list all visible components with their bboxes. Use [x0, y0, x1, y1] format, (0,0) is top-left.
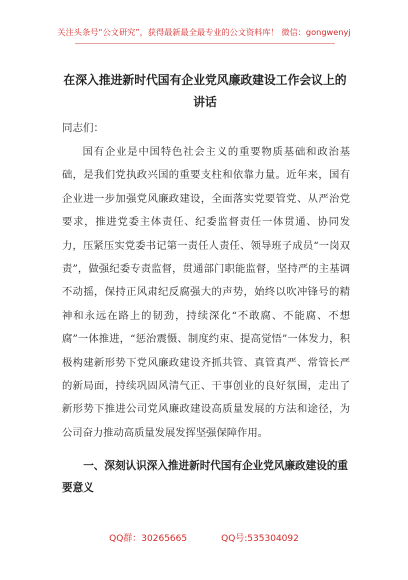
- body-paragraph: 国有企业是中国特色社会主义的重要物质基础和政治基础，是我们党执政兴国的重要支柱和依靠力量。近年来，国有企业进一步加强党风廉政建设，全面落实党要管党、从严治党要求，推进党委主体责任、纪委监督责任一体贯通、协同发力，压紧压实党委书记第一责任人责任、领导班子成员“一岗双责”，做强纪委专责监督，贯通部门职能监督，坚持严的主基调不动摇，保持正风肃纪反腐强大的声势，始终以吹冲锋号的精神和永远在路上的韧劲，持续深化“不敢腐、不能腐、不想腐”一体推进，“惩治震慑、制度约束、提高觉悟”一体发力，积极构建新形势下党风廉政建设齐抓共管、真管真严、常管长严的新局面，持续巩固风清气正、干事创业的良好氛围，走出了新形势下推进公司党风廉政建设高质量发展的方法和途径，为公司奋力推动高质量发展发挥坚强保障作用。: [62, 146, 350, 439]
- salutation: 同志们：: [62, 122, 104, 134]
- header-divider: [75, 43, 335, 44]
- footer-qq-number: QQ号:535304092: [221, 534, 299, 544]
- footer-qq-group: QQ群：30265665: [109, 534, 188, 544]
- document-title: 在深入推进新时代国有企业党风廉政建设工作会议上的讲话: [63, 73, 347, 109]
- section-heading: 一、深刻认识深入推进新时代国有企业党风廉政建设的重要意义: [62, 460, 349, 494]
- footer-contact: [0, 531, 408, 544]
- header-promo-text: 关注头条号“公文研究”，获得最新最全最专业的公文资料库！ 微信：gongwenyj: [57, 27, 351, 37]
